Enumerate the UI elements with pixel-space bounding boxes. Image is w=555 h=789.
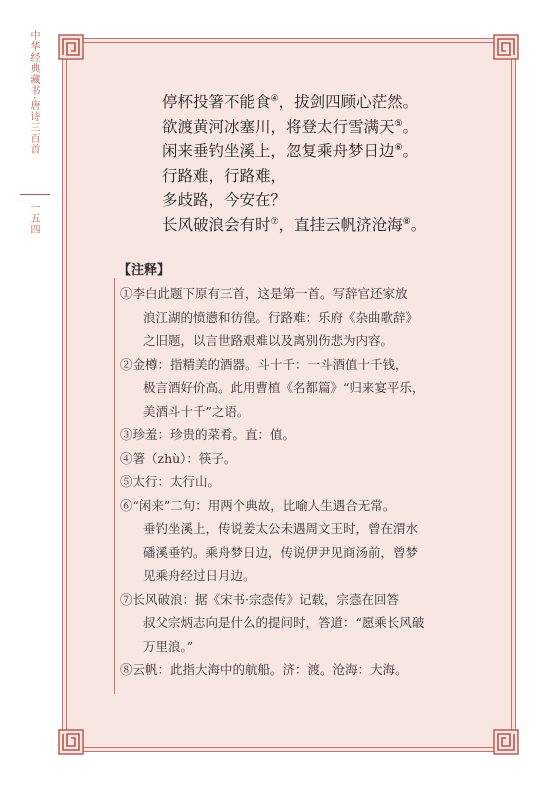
notes-margin-rule — [114, 278, 115, 694]
corner-ornament-top-right — [493, 34, 519, 60]
note-line: 极言酒好价高。此用曹植《名都篇》“归来宴平乐， — [143, 380, 425, 395]
book-series-title: 中华经典藏书·唐诗三百首 — [28, 30, 39, 156]
note-line: 见乘舟经过日月边。 — [143, 568, 256, 583]
note-line: 美酒斗十千”之语。 — [143, 403, 250, 419]
poem-line: 行路难，行路难， — [162, 166, 287, 185]
note-line: ⑧云帆：此指大海中的航船。济：渡。沧海：大海。 — [120, 662, 408, 677]
note-line: ⑤太行：太行山。 — [120, 474, 221, 489]
corner-ornament-top-left — [58, 34, 84, 60]
poem-text — [162, 90, 492, 237]
note-line: 之旧题，以言世路艰难以及离别伤悲为内容。 — [143, 333, 394, 348]
note-line: ④箸（zhù）：筷子。 — [120, 450, 237, 466]
side-divider — [20, 194, 50, 195]
poem-line: 欲渡黄河冰塞川，将登太行雪满天⑤。 — [162, 117, 419, 136]
poem-line: 停杯投箸不能食④，拔剑四顾心茫然。 — [162, 93, 419, 111]
note-line: ①李白此题下原有三首，这是第一首。写辞官还家放 — [120, 286, 408, 301]
corner-ornament-bottom-right — [493, 729, 519, 755]
poem-line: 闲来垂钓坐溪上，忽复乘舟梦日边⑥。 — [162, 142, 419, 160]
notes-heading: 【注释】 — [118, 263, 171, 278]
corner-ornament-bottom-left — [58, 729, 84, 755]
notes-list — [120, 282, 480, 682]
poem-line: 多歧路，今安在？ — [162, 191, 287, 209]
poem-line: 长风破浪会有时⑦，直挂云帆济沧海⑧。 — [162, 215, 427, 234]
note-line: 万里浪。” — [143, 638, 194, 654]
page-number: 一五四 — [28, 202, 39, 235]
note-line: 叔父宗炳志向是什么的提问时，答道：“愿乘长风破 — [143, 615, 425, 630]
note-line: 浪江湖的愤懑和彷徨。行路难：乐府《杂曲歌辞》 — [143, 309, 419, 325]
note-line: ②金樽：指精美的酒器。斗十千：一斗酒值十千钱， — [120, 356, 408, 372]
note-line: ⑦长风破浪：据《宋书·宗悫传》记载，宗悫在回答 — [120, 591, 399, 607]
note-line: 垂钓坐溪上，传说姜太公未遇周文王时，曾在渭水 — [143, 521, 419, 536]
note-line: ③珍羞：珍贵的菜肴。直：值。 — [120, 427, 296, 442]
note-line: 磻溪垂钓。乘舟梦日边，传说伊尹见商汤前，曾梦 — [143, 544, 419, 560]
note-line: ⑥“闲来”二句：用两个典故，比喻人生遇合无常。 — [120, 497, 396, 513]
